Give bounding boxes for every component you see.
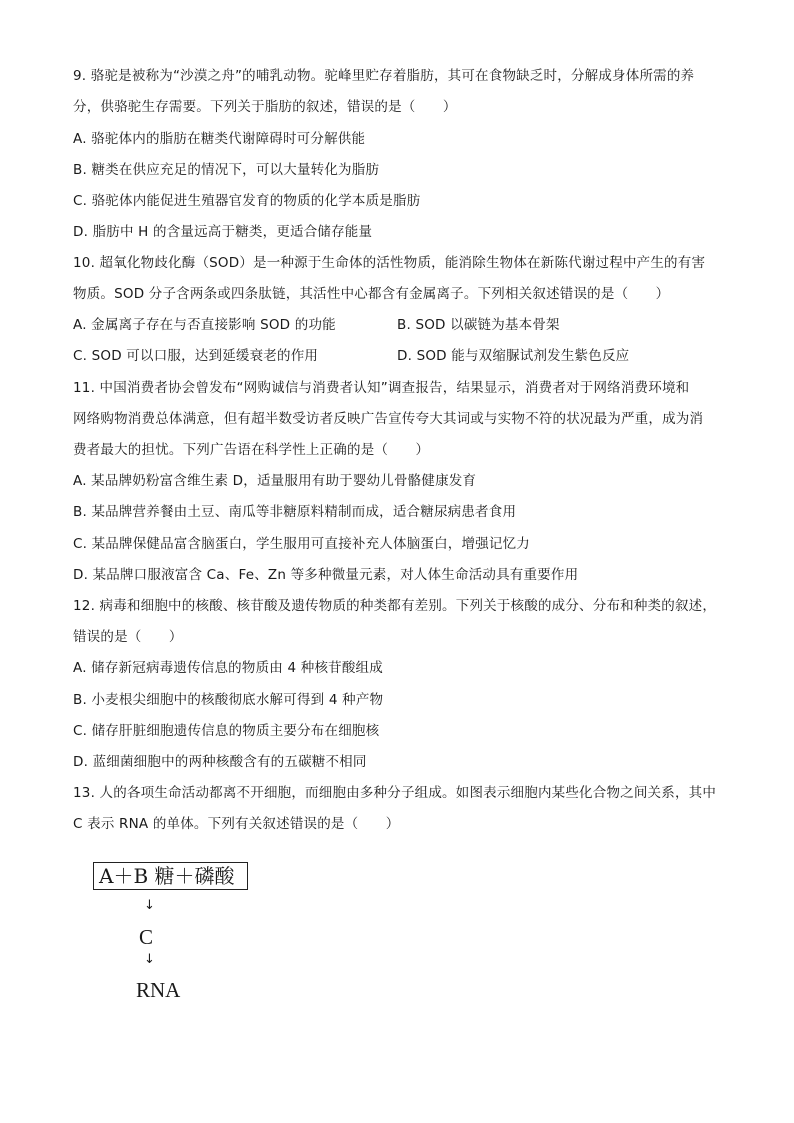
q11-stem-line-2: 网络购物消费总体满意，但有超半数受访者反映广告宣传夸大其词或与实物不符的状况最为严重，成为消 — [73, 411, 704, 427]
q11-option-a: A. 某品牌奶粉富含维生素 D，适量服用有助于婴幼儿骨骼健康发育 — [73, 473, 477, 489]
q12-option-d: D. 蓝细菌细胞中的两种核酸含有的五碳糖不相同 — [73, 754, 367, 770]
q12-option-c: C. 储存肝脏细胞遗传信息的物质主要分布在细胞核 — [73, 723, 380, 739]
q10-option-b: B. SOD 以碳链为基本骨架 — [397, 317, 560, 333]
q9-stem-line-2: 分，供骆驼生存需要。下列关于脂肪的叙述，错误的是（ ） — [73, 99, 457, 115]
q10-option-c: C. SOD 可以口服，达到延缓衰老的作用 — [73, 348, 319, 364]
q11-stem-line-3: 费者最大的担忧。下列广告语在科学性上正确的是（ ） — [73, 442, 430, 458]
q13-stem-line-2: C 表示 RNA 的单体。下列有关叙述错误的是（ ） — [73, 816, 400, 832]
q10-option-a: A. 金属离子存在与否直接影响 SOD 的功能 — [73, 317, 336, 333]
q12-option-a: A. 储存新冠病毒遗传信息的物质由 4 种核苷酸组成 — [73, 660, 383, 676]
q12-option-b: B. 小麦根尖细胞中的核酸彻底水解可得到 4 种产物 — [73, 692, 384, 708]
q9-option-d: D. 脂肪中 H 的含量远高于糖类，更适合储存能量 — [73, 224, 373, 240]
q10-stem-line-2: 物质。SOD 分子含两条或四条肽链，其活性中心都含有金属离子。下列相关叙述错误的是（ ） — [73, 286, 670, 302]
q11-option-d: D. 某品牌口服液富含 Ca、Fe、Zn 等多种微量元素，对人体生命活动具有重要作用 — [73, 567, 579, 583]
q9-stem-line-1: 9. 骆驼是被称为“沙漠之舟”的哺乳动物。驼峰里贮存着脂肪，其可在食物缺乏时，分解成身体所需的养 — [73, 68, 695, 84]
diagram-box-a-b-sugar-phosphate: A＋B 糖＋磷酸 — [93, 862, 248, 890]
diagram-node-c: C — [139, 925, 154, 949]
q12-stem-line-1: 12. 病毒和细胞中的核酸、核苷酸及遗传物质的种类都有差别。下列关于核酸的成分、分布和种类的叙述， — [73, 598, 717, 614]
q11-option-b: B. 某品牌营养餐由土豆、南瓜等非糖原料精制而成，适合糖尿病患者食用 — [73, 504, 517, 520]
diagram-arrow-down-icon: ↓ — [144, 898, 155, 913]
q10-stem-line-1: 10. 超氧化物歧化酶（SOD）是一种源于生命体的活性物质，能消除生物体在新陈代谢过程中产生的有害 — [73, 255, 706, 271]
q12-stem-line-2: 错误的是（ ） — [73, 629, 183, 645]
q13-stem-line-1: 13. 人的各项生命活动都离不开细胞，而细胞由多种分子组成。如图表示细胞内某些化合物之间关系，其中 — [73, 785, 717, 801]
q11-option-c: C. 某品牌保健品富含脑蛋白，学生服用可直接补充人体脑蛋白，增强记忆力 — [73, 536, 531, 552]
q9-option-c: C. 骆驼体内能促进生殖器官发育的物质的化学本质是脂肪 — [73, 193, 421, 209]
q11-stem-line-1: 11. 中国消费者协会曾发布“网购诚信与消费者认知”调查报告，结果显示，消费者对于网络消费环境和 — [73, 380, 690, 396]
diagram-node-rna: RNA — [136, 978, 181, 1002]
q9-option-a: A. 骆驼体内的脂肪在糖类代谢障碍时可分解供能 — [73, 131, 366, 147]
q10-option-d: D. SOD 能与双缩脲试剂发生紫色反应 — [397, 348, 630, 364]
q9-option-b: B. 糖类在供应充足的情况下，可以大量转化为脂肪 — [73, 162, 380, 178]
diagram-arrow-down-icon-2: ↓ — [144, 952, 155, 967]
